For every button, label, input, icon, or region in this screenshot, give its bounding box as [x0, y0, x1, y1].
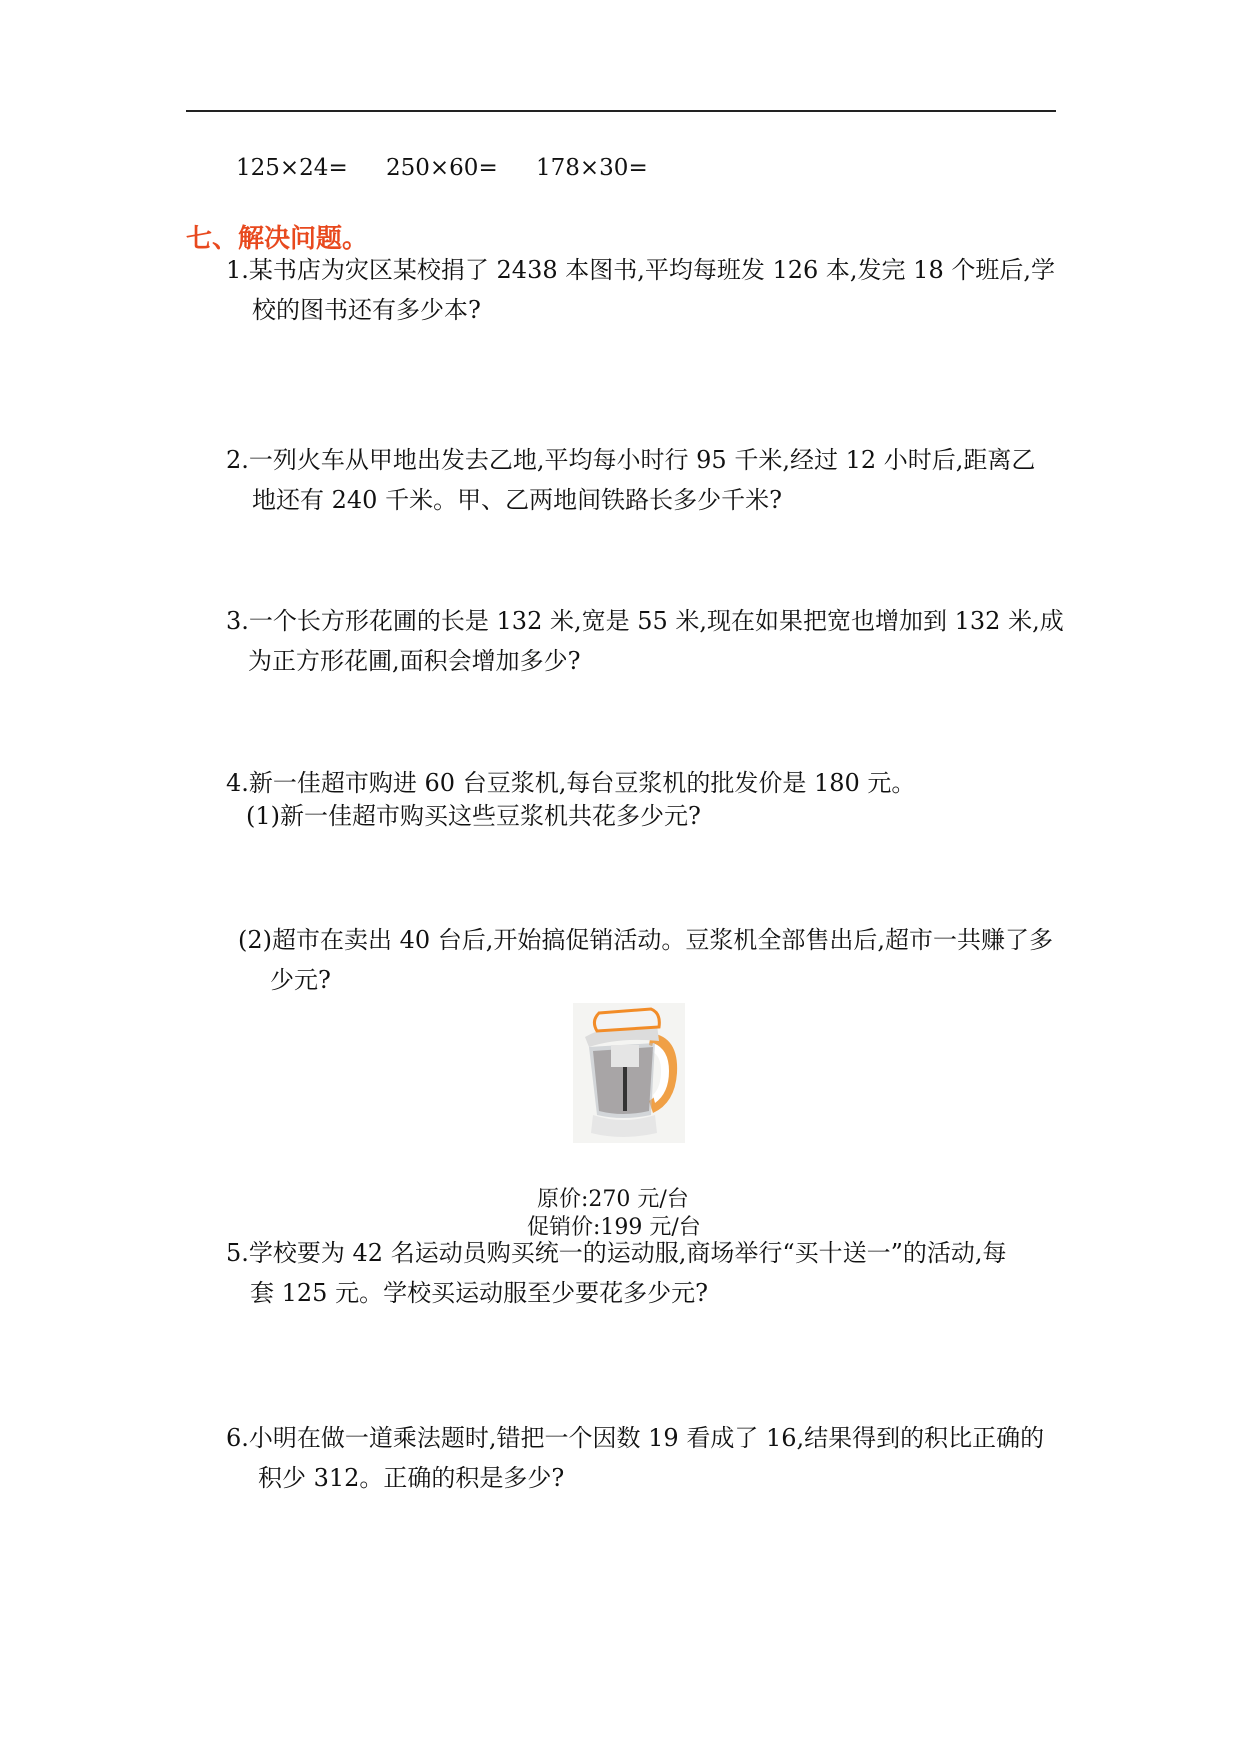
problem-1-line-2: 校的图书还有多少本? [252, 296, 481, 324]
problem-5-line-1: 5.学校要为 42 名运动员购买统一的运动服,商场举行“买十送一”的活动,每 [226, 1239, 1007, 1267]
calculation-3: 178×30= [536, 155, 648, 181]
problem-4-sub-2-line-1: (2)超市在卖出 40 台后,开始搞促销活动。豆浆机全部售出后,超市一共赚了多 [238, 926, 1054, 954]
soymilk-maker-image [573, 1003, 685, 1143]
problem-5-line-2: 套 125 元。学校买运动服至少要花多少元? [250, 1279, 708, 1307]
problem-2-line-1: 2.一列火车从甲地出发去乙地,平均每小时行 95 千米,经过 12 小时后,距离乙 [226, 446, 1036, 474]
problem-3-line-1: 3.一个长方形花圃的长是 132 米,宽是 55 米,现在如果把宽也增加到 132 米,成 [226, 607, 1064, 635]
problem-4-sub-1: (1)新一佳超市购买这些豆浆机共花多少元? [246, 802, 701, 830]
section-title: 七、解决问题。 [186, 224, 369, 254]
header-rule [186, 110, 1056, 112]
problem-1-line-1: 1.某书店为灾区某校捐了 2438 本图书,平均每班发 126 本,发完 18 个班后,学 [226, 256, 1055, 284]
problem-3-line-2: 为正方形花圃,面积会增加多少? [248, 647, 581, 675]
problem-2-line-2: 地还有 240 千米。甲、乙两地间铁路长多少千米? [252, 486, 782, 514]
problem-4-sub-2-line-2: 少元? [270, 966, 331, 994]
original-price: 原价:270 元/台 [537, 1187, 689, 1212]
calculation-2: 250×60= [386, 155, 498, 181]
problem-6-line-1: 6.小明在做一道乘法题时,错把一个因数 19 看成了 16,结果得到的积比正确的 [226, 1424, 1045, 1452]
problem-4-line-1: 4.新一佳超市购进 60 台豆浆机,每台豆浆机的批发价是 180 元。 [226, 769, 916, 797]
problem-6-line-2: 积少 312。正确的积是多少? [258, 1464, 565, 1492]
promo-price: 促销价:199 元/台 [527, 1215, 701, 1240]
calculation-1: 125×24= [236, 155, 348, 181]
